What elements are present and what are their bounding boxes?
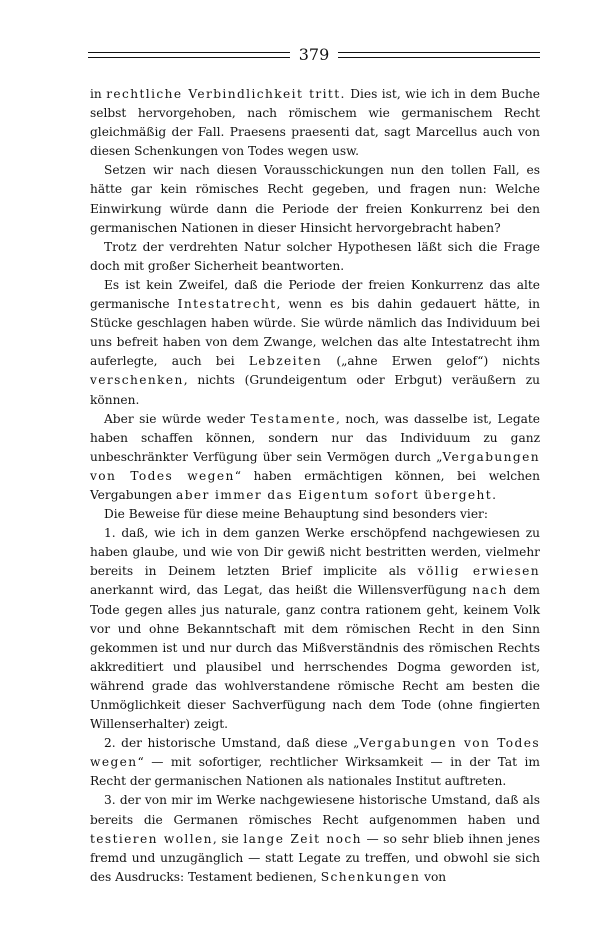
text-run: anerkannt wird, das Legat, das heißt die Willensverfügung (90, 583, 473, 598)
spaced-emphasis: Testamente (250, 411, 337, 426)
text-run: von (420, 869, 447, 884)
text-run: („ahne Erwen gelof“) nichts (322, 354, 540, 369)
spaced-emphasis: verschenken (90, 373, 184, 388)
spaced-emphasis: nach (472, 583, 508, 598)
text-run: Die Beweise für diese meine Behauptung sind besonders vier: (104, 507, 488, 522)
spaced-emphasis: testieren wollen (90, 831, 213, 846)
text-run: Trotz der verdrehten Natur solcher Hypothesen läßt sich die Frage doch mit großer Sicherheit beantworten. (90, 239, 540, 273)
header-rule-right (338, 52, 540, 58)
paragraph-p7 (90, 524, 540, 734)
page-number: 379 (298, 45, 330, 64)
text-run: Es ist kein Zweifel, daß die Periode der freien Konkurrenz das alte germanische (90, 277, 540, 312)
text-run: Setzen wir nach diesen Vorausschickungen nun den tollen Fall, es hätte gar kein römisches Recht gegeben, und fragen nun: Welche Einwirkung würde dann die Periode der freien Konkurrenz bei den germanischen Nationen in dieser Hinsicht hervorgebracht haben? (90, 163, 540, 235)
paragraph-p9 (90, 791, 540, 886)
text-run: in (90, 87, 107, 101)
text-run: Dies ist, wie ich in dem Buche selbst hervorgehoben, nach römischem wie germanischem Recht gleichmäßig der Fall. Praesens praesenti dat, sagt Marcellus auch von diesen Schenkungen von Todes wegen usw. (90, 87, 541, 159)
text-run: , wenn es bis dahin gedauert hätte, in Stücke geschlagen haben würde. Sie würde nämlich das Individuum bei uns befreit haben von dem Zwange, welchen das alte Intestatrecht ihm auferlegte, auch bei (90, 297, 540, 369)
spaced-emphasis: lange Zeit noch (243, 831, 362, 846)
text-run: , noch, was dasselbe ist, Legate haben schaffen können, sondern nur das Individuum zu ganz unbeschränkter Verfügung über sein Vermögen durch „ (90, 411, 540, 464)
spaced-emphasis: Lebzeiten (248, 354, 323, 369)
paragraph-p1 (90, 85, 540, 161)
text-run: 1. daß, wie ich in dem ganzen Werke erschöpfend nachgewiesen zu haben glaube, und wie von Dir gewiß nicht bestritten werden, vielmehr bereits in Deinem letzten Brief implicite als (90, 526, 540, 579)
body-text (90, 85, 540, 887)
spaced-emphasis: Schenkungen (320, 869, 421, 884)
text-run: , sie (212, 831, 244, 846)
text-run: 3. der von mir im Werke nachgewiesene historische Umstand, daß als bereits die Germanen römisches Recht aufgenommen haben und (90, 793, 540, 827)
paragraph-p5 (90, 410, 540, 505)
text-run: — so sehr blieb ihnen jenes fremd und unzugänglich — statt Legate zu treffen, und obwohl sie sich des Ausdrucks: Testament bedienen, (90, 831, 540, 884)
text-run: . (492, 487, 496, 502)
text-run: “ — mit sofortiger, rechtlicher Wirksamkeit — in der Tat im Recht der germanischen Nationen als nationales Institut auftreten. (90, 755, 540, 789)
text-run: dem Tode gegen alles jus naturale, ganz contra rationem geht, keinem Volk vor und ohne Bekanntschaft mit dem römischen Recht in den Sinn gekommen ist und nur durch das Mißverständnis des römischen Rechts akkreditiert und plausibel und herrschendes Dogma geworden ist, während grade das wohlverstandene römische Recht am besten die Unmöglichkeit dieser Sachverfügung nach dem Tode (ohne fingierten Willenserhalter) zeigt. (90, 583, 540, 732)
spaced-emphasis: rechtliche Verbindlichkeit tritt. (106, 87, 346, 101)
paragraph-p4 (90, 276, 540, 410)
paragraph-p8 (90, 734, 540, 791)
text-run: Aber sie würde weder (104, 411, 251, 426)
spaced-emphasis: aber immer das Eigentum sofort übergeht (176, 487, 493, 502)
paragraph-p6 (90, 505, 540, 524)
spaced-emphasis: völlig erwiesen (417, 564, 540, 579)
page-header (88, 42, 540, 68)
spaced-emphasis: Vergabungen von Todes wegen (90, 449, 540, 483)
spaced-emphasis: Vergabungen von Todes wegen (90, 736, 540, 770)
spaced-emphasis: Intestatrecht (177, 297, 277, 312)
paragraph-p3 (90, 238, 540, 276)
paragraph-p2 (90, 161, 540, 237)
text-run: , nichts (Grundeigentum oder Erbgut) veräußern zu können. (90, 373, 540, 407)
text-run: 2. der historische Umstand, daß diese „ (104, 736, 360, 751)
header-rule-left (88, 52, 290, 58)
text-run: “ haben ermächtigen können, bei welchen Vergabungen (90, 468, 540, 502)
